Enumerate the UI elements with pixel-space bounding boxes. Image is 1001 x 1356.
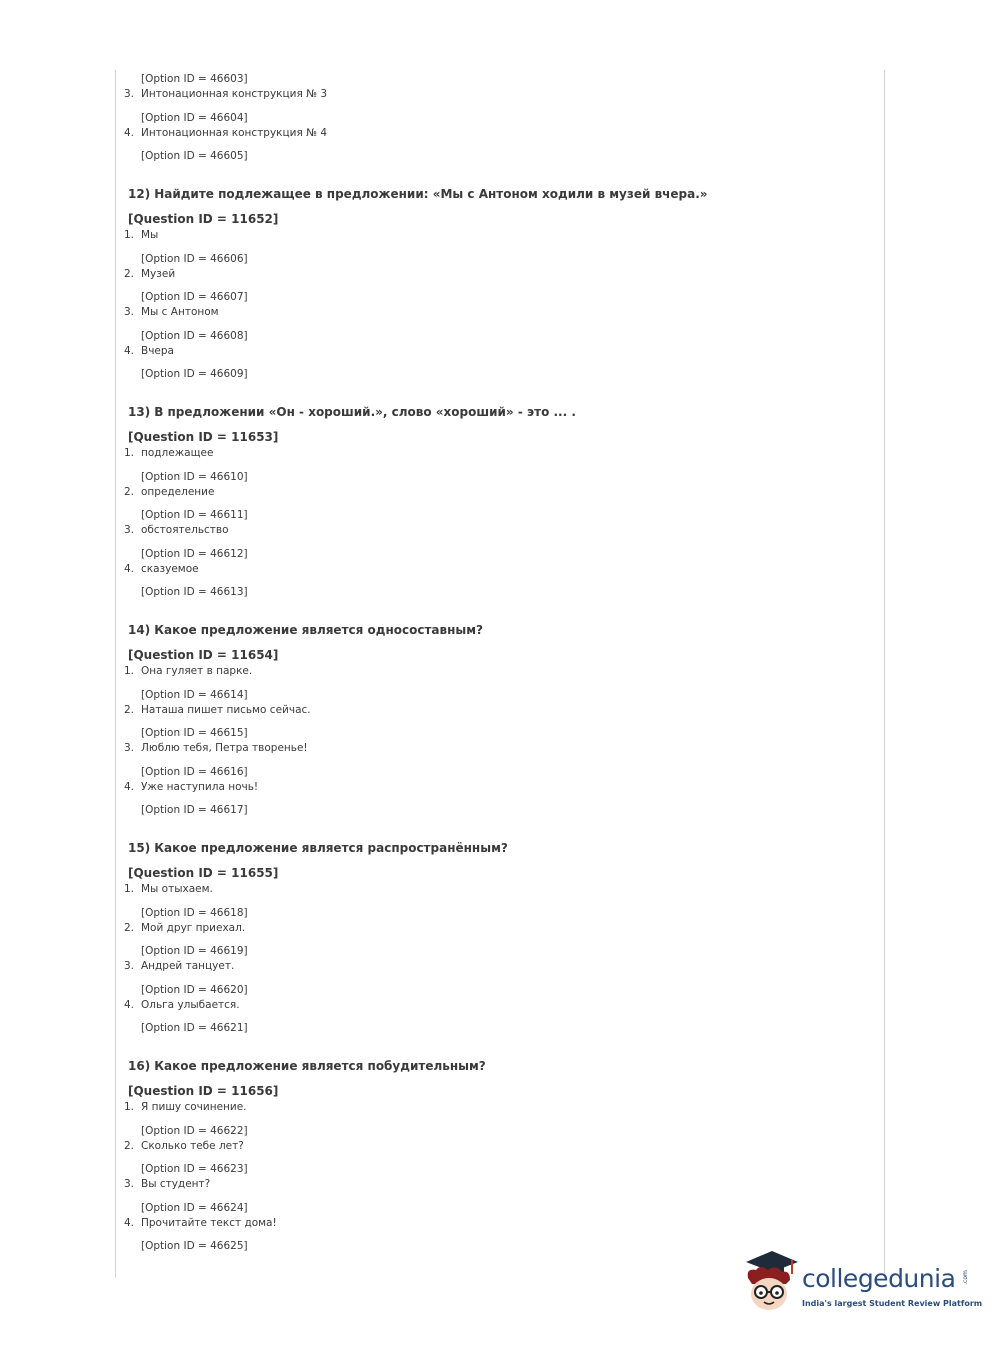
question-number: 13) xyxy=(128,405,151,419)
option-id: [Option ID = 46603] xyxy=(141,73,248,85)
option xyxy=(124,998,864,1013)
option xyxy=(124,959,864,974)
question-id: [Question ID = 11653] xyxy=(128,430,279,444)
brand-tagline: India's largest Student Review Platform xyxy=(802,1299,983,1308)
left-margin-rule xyxy=(115,70,116,1278)
question-title xyxy=(128,404,864,420)
option xyxy=(124,882,864,897)
option-number: 2. xyxy=(124,267,135,280)
option-text: Она гуляет в парке. xyxy=(141,665,253,677)
option-number: 1. xyxy=(124,1101,135,1113)
question-16 xyxy=(124,1058,864,1254)
option-id: [Option ID = 46625] xyxy=(141,1240,248,1252)
brand-suffix: .com xyxy=(961,1270,969,1285)
question-title xyxy=(128,186,864,202)
option-text: Ольга улыбается. xyxy=(141,998,240,1011)
option-number: 4. xyxy=(124,344,135,357)
option-number: 3. xyxy=(124,88,135,100)
previous-question-continuation xyxy=(124,72,864,164)
option xyxy=(124,485,864,500)
option xyxy=(124,741,864,756)
question-text: Какое предложение является распространённым? xyxy=(154,841,508,855)
option xyxy=(124,562,864,577)
option-text: Интонационная конструкция № 4 xyxy=(141,126,328,139)
option xyxy=(124,703,864,718)
option xyxy=(124,228,864,243)
option xyxy=(124,1177,864,1192)
option-text: Мой друг приехал. xyxy=(141,921,246,934)
option xyxy=(124,780,864,795)
option-number: 3. xyxy=(124,742,135,754)
option-id: [Option ID = 46614] xyxy=(141,688,248,701)
option xyxy=(124,921,864,936)
option-number: 4. xyxy=(124,562,135,575)
option-text: Сколько тебе лет? xyxy=(141,1139,244,1152)
option-number: 2. xyxy=(124,1139,135,1152)
option-id: [Option ID = 46610] xyxy=(141,470,248,483)
option-text: Мы с Антоном xyxy=(141,306,219,318)
question-id: [Question ID = 11652] xyxy=(128,212,279,226)
option-number: 2. xyxy=(124,921,135,934)
option-number: 4. xyxy=(124,1216,135,1229)
option-number: 3. xyxy=(124,524,135,536)
option-id: [Option ID = 46604] xyxy=(141,111,248,124)
option-text: Мы xyxy=(141,229,159,241)
question-title xyxy=(128,1058,864,1074)
option-id: [Option ID = 46612] xyxy=(141,547,248,560)
question-13 xyxy=(124,404,864,600)
option-id: [Option ID = 46624] xyxy=(141,1201,248,1214)
question-number: 16) xyxy=(128,1059,151,1073)
option-number: 3. xyxy=(124,960,135,972)
mascot-icon xyxy=(740,1248,802,1318)
right-margin-rule xyxy=(884,70,885,1278)
option-text: Наташа пишет письмо сейчас. xyxy=(141,703,311,716)
question-12 xyxy=(124,186,864,382)
question-title xyxy=(128,622,864,638)
question-15 xyxy=(124,840,864,1036)
option-text: Музей xyxy=(141,267,176,280)
option-id: [Option ID = 46622] xyxy=(141,1124,248,1137)
collegedunia-logo xyxy=(740,1248,983,1318)
option-number: 1. xyxy=(124,665,135,677)
option-id: [Option ID = 46619] xyxy=(141,945,248,957)
question-text: Какое предложение является односоставным? xyxy=(154,623,484,637)
question-text: В предложении «Он - хороший.», слово «хороший» - это ... . xyxy=(154,405,576,419)
option-id: [Option ID = 46617] xyxy=(141,804,248,816)
option xyxy=(124,267,864,282)
option-id: [Option ID = 46605] xyxy=(141,150,248,162)
option-id: [Option ID = 46608] xyxy=(141,329,248,342)
brand-name: collegedunia xyxy=(802,1264,956,1293)
option xyxy=(124,126,864,141)
option-id: [Option ID = 46618] xyxy=(141,906,248,919)
option-number: 4. xyxy=(124,998,135,1011)
question-number: 14) xyxy=(128,623,151,637)
option-id: [Option ID = 46613] xyxy=(141,586,248,598)
option-text: подлежащее xyxy=(141,447,214,459)
option-text: Люблю тебя, Петра творенье! xyxy=(141,742,308,754)
option-text: Интонационная конструкция № 3 xyxy=(141,88,328,100)
option xyxy=(124,87,864,102)
option xyxy=(124,664,864,679)
question-text: Какое предложение является побудительным? xyxy=(154,1059,486,1073)
option-text: Уже наступила ночь! xyxy=(141,780,259,793)
option-text: Мы отыхаем. xyxy=(141,883,213,895)
option-number: 4. xyxy=(124,126,135,139)
question-id: [Question ID = 11656] xyxy=(128,1084,279,1098)
option-text: Я пишу сочинение. xyxy=(141,1101,247,1113)
question-number: 12) xyxy=(128,187,151,201)
question-title xyxy=(128,840,864,856)
option xyxy=(124,523,864,538)
option-number: 4. xyxy=(124,780,135,793)
option-number: 2. xyxy=(124,703,135,716)
question-id: [Question ID = 11654] xyxy=(128,648,279,662)
option-number: 1. xyxy=(124,229,135,241)
option-id: [Option ID = 46620] xyxy=(141,983,248,996)
question-14 xyxy=(124,622,864,818)
option-text: Андрей танцует. xyxy=(141,960,235,972)
option xyxy=(124,1216,864,1231)
option-number: 1. xyxy=(124,883,135,895)
option-text: Прочитайте текст дома! xyxy=(141,1216,277,1229)
option-id: [Option ID = 46621] xyxy=(141,1022,248,1034)
option-id: [Option ID = 46606] xyxy=(141,252,248,265)
question-text: Найдите подлежащее в предложении: «Мы с Антоном ходили в музей вчера.» xyxy=(154,187,708,201)
option xyxy=(124,344,864,359)
option-id: [Option ID = 46609] xyxy=(141,368,248,380)
option-id: [Option ID = 46611] xyxy=(141,509,248,521)
option-number: 1. xyxy=(124,447,135,459)
option xyxy=(124,305,864,320)
question-id: [Question ID = 11655] xyxy=(128,866,279,880)
option-text: определение xyxy=(141,485,215,498)
option-id: [Option ID = 46615] xyxy=(141,727,248,739)
option-id: [Option ID = 46607] xyxy=(141,291,248,303)
option xyxy=(124,446,864,461)
option xyxy=(124,1139,864,1154)
option-text: Вчера xyxy=(141,344,174,357)
option-number: 2. xyxy=(124,485,135,498)
option-text: обстоятельство xyxy=(141,524,229,536)
option xyxy=(124,1100,864,1115)
option-id: [Option ID = 46623] xyxy=(141,1163,248,1175)
option-number: 3. xyxy=(124,306,135,318)
option-number: 3. xyxy=(124,1178,135,1190)
question-number: 15) xyxy=(128,841,151,855)
option-id: [Option ID = 46616] xyxy=(141,765,248,778)
option-text: сказуемое xyxy=(141,562,199,575)
option-text: Вы студент? xyxy=(141,1178,211,1190)
